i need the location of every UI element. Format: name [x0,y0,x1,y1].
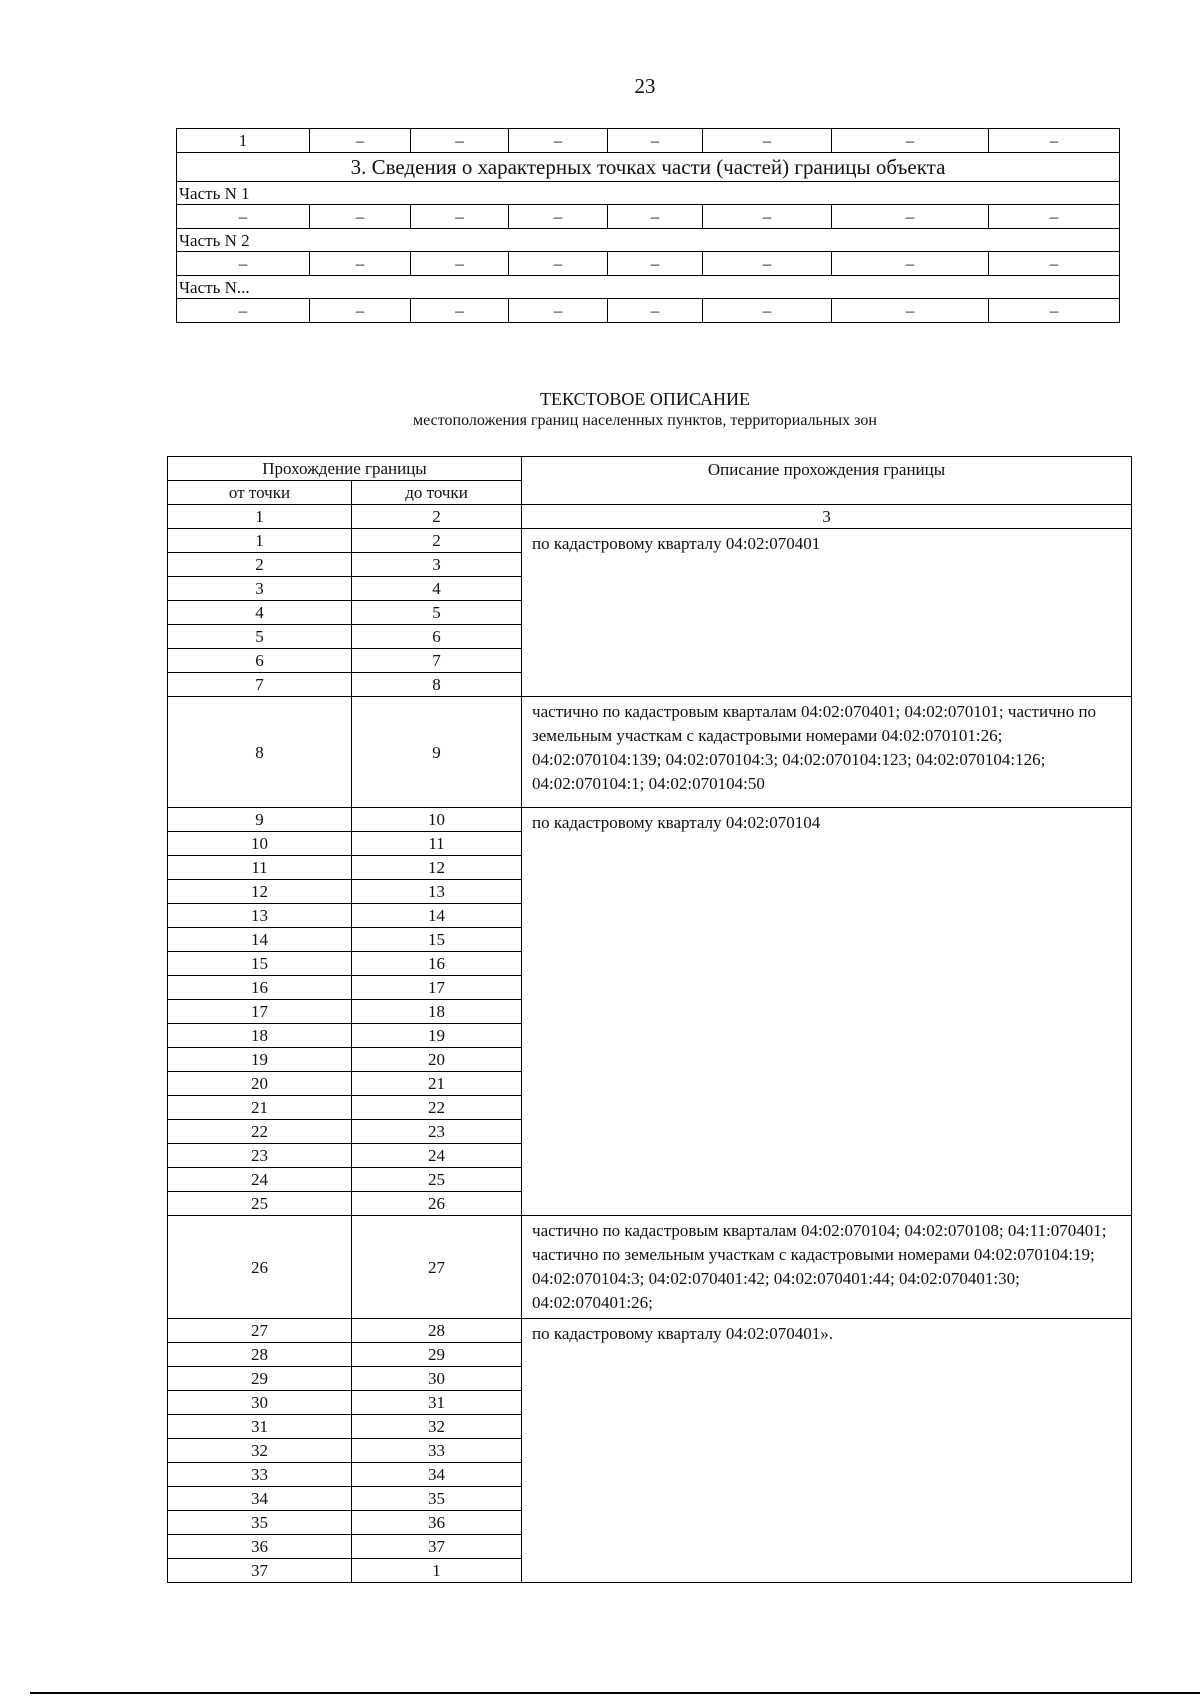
boundary-description: частично по кадастровым кварталам 04:02:070104; 04:02:070108; 04:11:070401; частично по земельным участкам с кадастровыми номерами 04:02:070104:19; 04:02:070104:3; 04:02:070401:42; 04:02:070401:44; 04:02:070401:30; 04:02:070401:26; [522,1216,1132,1319]
table-cell: – [411,299,509,323]
column-number-1: 1 [168,505,352,529]
document-heading: ТЕКСТОВОЕ ОПИСАНИЕ [540,389,750,409]
to-point-cell: 23 [352,1120,522,1144]
table-row [168,1216,1132,1319]
table-cell: – [310,205,411,229]
from-point-cell: 12 [168,880,352,904]
from-point-cell: 18 [168,1024,352,1048]
table-cell: – [703,299,832,323]
to-point-cell: 16 [352,952,522,976]
from-point-cell: 1 [168,529,352,553]
from-point-cell: 36 [168,1535,352,1559]
to-point-cell: 9 [352,697,522,808]
table-cell: – [703,205,832,229]
header-from-point: от точки [168,481,352,505]
part-label-row [177,229,1120,252]
from-point-cell: 11 [168,856,352,880]
table-cell: – [608,252,703,276]
from-point-cell: 14 [168,928,352,952]
to-point-cell: 25 [352,1168,522,1192]
document-subheading: местоположения границ населенных пунктов, территориальных зон [413,412,877,429]
table-cell: – [832,205,989,229]
to-point-cell: 17 [352,976,522,1000]
table-row [177,252,1120,276]
table-row [168,1319,1132,1343]
from-point-cell: 21 [168,1096,352,1120]
table-cell: – [832,129,989,153]
table-cell: – [310,129,411,153]
table-cell: – [509,129,608,153]
to-point-cell: 3 [352,553,522,577]
table-cell: – [509,252,608,276]
table-cell: – [411,205,509,229]
table-row [177,129,1120,153]
to-point-cell: 31 [352,1391,522,1415]
from-point-cell: 6 [168,649,352,673]
from-point-cell: 31 [168,1415,352,1439]
part-label: Часть N 2 [177,229,1120,252]
from-point-cell: 37 [168,1559,352,1583]
table-cell: – [832,252,989,276]
part-label-row [177,182,1120,205]
table-row [168,697,1132,808]
boundary-description: по кадастровому кварталу 04:02:070401 [522,529,1132,697]
from-point-cell: 7 [168,673,352,697]
table-row [177,299,1120,323]
from-point-cell: 26 [168,1216,352,1319]
table-row [168,529,1132,553]
header-to-point: до точки [352,481,522,505]
from-point-cell: 25 [168,1192,352,1216]
characteristic-points-table [176,128,1120,323]
boundary-description: по кадастровому кварталу 04:02:070104 [522,808,1132,1216]
table-cell: – [703,129,832,153]
to-point-cell: 30 [352,1367,522,1391]
table-row [177,205,1120,229]
to-point-cell: 27 [352,1216,522,1319]
to-point-cell: 19 [352,1024,522,1048]
from-point-cell: 8 [168,697,352,808]
from-point-cell: 22 [168,1120,352,1144]
part-label: Часть N... [177,276,1120,299]
from-point-cell: 16 [168,976,352,1000]
from-point-cell: 20 [168,1072,352,1096]
to-point-cell: 6 [352,625,522,649]
section-title-row [177,153,1120,182]
table-cell: – [608,299,703,323]
page-number: 23 [634,74,656,98]
boundary-description: по кадастровому кварталу 04:02:070401». [522,1319,1132,1583]
from-point-cell: 35 [168,1511,352,1535]
to-point-cell: 14 [352,904,522,928]
to-point-cell: 21 [352,1072,522,1096]
to-point-cell: 32 [352,1415,522,1439]
from-point-cell: 13 [168,904,352,928]
table-cell: – [177,205,310,229]
from-point-cell: 17 [168,1000,352,1024]
table-cell: – [608,205,703,229]
to-point-cell: 7 [352,649,522,673]
part-label-row [177,276,1120,299]
to-point-cell: 10 [352,808,522,832]
to-point-cell: 8 [352,673,522,697]
to-point-cell: 1 [352,1559,522,1583]
from-point-cell: 10 [168,832,352,856]
table-cell: – [509,205,608,229]
to-point-cell: 20 [352,1048,522,1072]
table-cell: – [411,252,509,276]
table-cell: – [509,299,608,323]
table-cell: – [608,129,703,153]
section-title: 3. Сведения о характерных точках части (частей) границы объекта [177,153,1120,182]
table-cell: – [832,299,989,323]
to-point-cell: 18 [352,1000,522,1024]
from-point-cell: 29 [168,1367,352,1391]
to-point-cell: 24 [352,1144,522,1168]
table-cell: – [310,252,411,276]
table-row [168,808,1132,832]
from-point-cell: 33 [168,1463,352,1487]
boundary-description: частично по кадастровым кварталам 04:02:070401; 04:02:070101; частично по земельным участкам с кадастровыми номерами 04:02:070101:26; 04:02:070104:139; 04:02:070104:3; 04:02:070104:123; 04:02:070104:126; 04:02:070104:1; 04:02:070104:50 [522,697,1132,808]
from-point-cell: 15 [168,952,352,976]
to-point-cell: 4 [352,577,522,601]
from-point-cell: 24 [168,1168,352,1192]
from-point-cell: 3 [168,577,352,601]
from-point-cell: 23 [168,1144,352,1168]
to-point-cell: 5 [352,601,522,625]
from-point-cell: 4 [168,601,352,625]
part-label: Часть N 1 [177,182,1120,205]
column-number-3: 3 [522,505,1132,529]
column-number-2: 2 [352,505,522,529]
from-point-cell: 30 [168,1391,352,1415]
table-cell: – [989,129,1120,153]
table-cell: – [989,252,1120,276]
table-cell: – [177,252,310,276]
to-point-cell: 13 [352,880,522,904]
to-point-cell: 33 [352,1439,522,1463]
table-cell: – [411,129,509,153]
table-cell: – [703,252,832,276]
table-cell: – [177,299,310,323]
from-point-cell: 32 [168,1439,352,1463]
table-cell: – [310,299,411,323]
table-cell: 1 [177,129,310,153]
table-cell: – [989,299,1120,323]
from-point-cell: 2 [168,553,352,577]
to-point-cell: 2 [352,529,522,553]
to-point-cell: 26 [352,1192,522,1216]
to-point-cell: 37 [352,1535,522,1559]
to-point-cell: 15 [352,928,522,952]
from-point-cell: 19 [168,1048,352,1072]
to-point-cell: 28 [352,1319,522,1343]
table-cell: – [989,205,1120,229]
boundary-description-table [167,456,1132,1583]
from-point-cell: 5 [168,625,352,649]
header-passage: Прохождение границы [168,457,522,481]
header-description: Описание прохождения границы [522,457,1132,505]
to-point-cell: 22 [352,1096,522,1120]
from-point-cell: 28 [168,1343,352,1367]
from-point-cell: 27 [168,1319,352,1343]
from-point-cell: 34 [168,1487,352,1511]
to-point-cell: 29 [352,1343,522,1367]
to-point-cell: 11 [352,832,522,856]
page-bottom-rule [30,1692,1200,1694]
to-point-cell: 35 [352,1487,522,1511]
to-point-cell: 36 [352,1511,522,1535]
from-point-cell: 9 [168,808,352,832]
to-point-cell: 34 [352,1463,522,1487]
to-point-cell: 12 [352,856,522,880]
